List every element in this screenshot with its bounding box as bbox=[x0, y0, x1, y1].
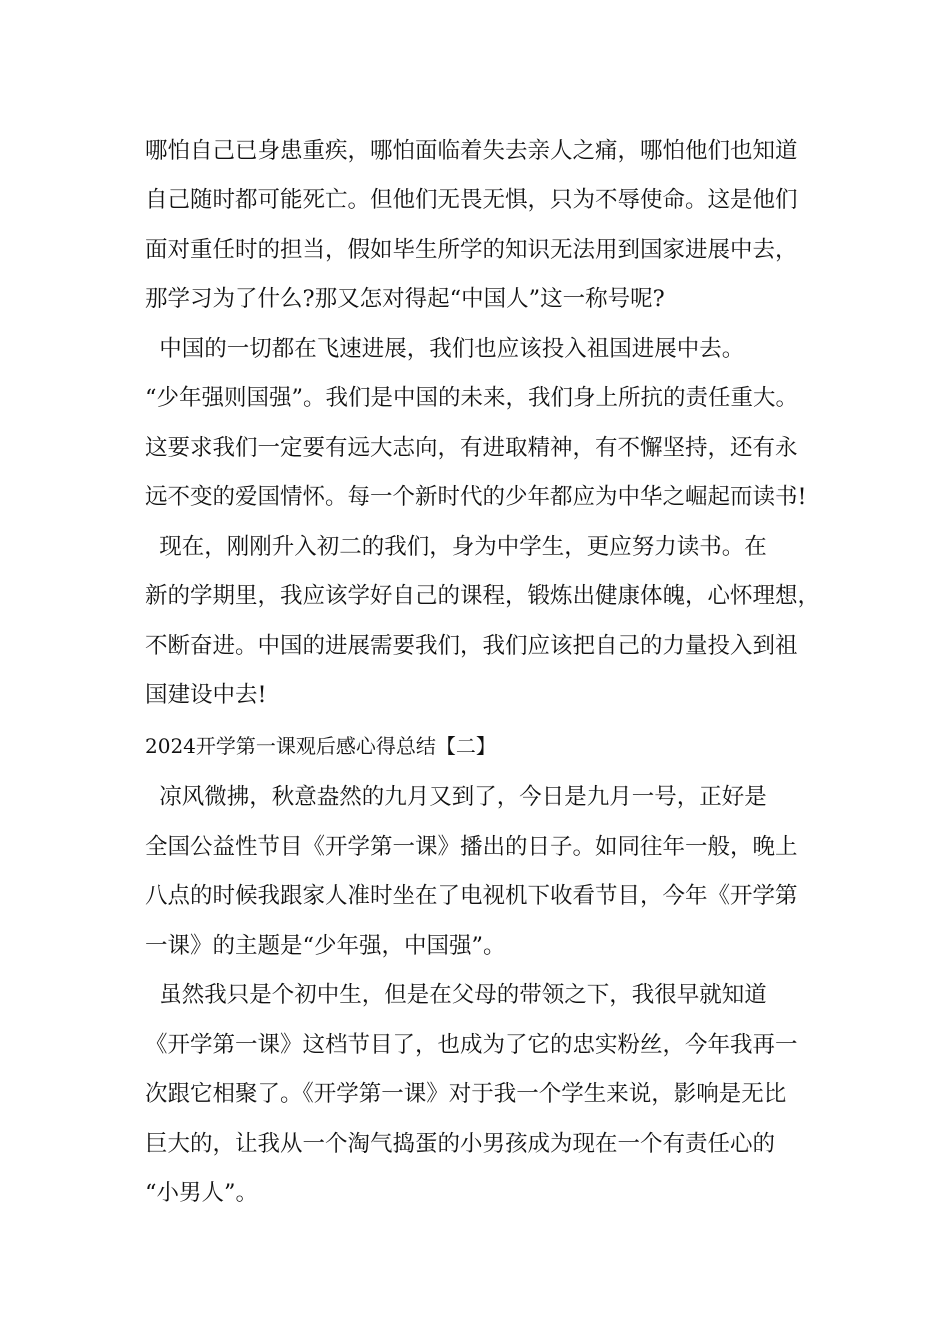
paragraph-5-line-5: “小男人”。 bbox=[145, 1180, 259, 1206]
paragraph-3-line-3: 不断奋进。中国的进展需要我们，我们应该把自己的力量投入到祖 bbox=[145, 633, 798, 659]
paragraph-2-line-3: 这要求我们一定要有远大志向，有进取精神，有不懈坚持，还有永 bbox=[145, 435, 798, 461]
paragraph-3-line-4: 国建设中去! bbox=[145, 682, 267, 708]
paragraph-1-line-4: 那学习为了什么?那又怎对得起“中国人”这一称号呢? bbox=[145, 286, 665, 312]
paragraph-4-line-3: 八点的时候我跟家人准时坐在了电视机下收看节目，今年《开学第 bbox=[145, 883, 798, 909]
paragraph-5-line-1: 虽然我只是个初中生，但是在父母的带领之下，我很早就知道 bbox=[145, 982, 767, 1008]
paragraph-2-line-2: “少年强则国强”。我们是中国的未来，我们身上所抗的责任重大。 bbox=[145, 385, 799, 411]
paragraph-2-line-4: 远不变的爱国情怀。每一个新时代的少年都应为中华之崛起而读书! bbox=[145, 484, 807, 510]
paragraph-1-line-2: 自己随时都可能死亡。但他们无畏无惧，只为不辱使命。这是他们 bbox=[145, 187, 798, 213]
paragraph-5-line-4: 巨大的，让我从一个淘气捣蛋的小男孩成为现在一个有责任心的 bbox=[145, 1131, 776, 1157]
section-heading: 2024开学第一课观后感心得总结【二】 bbox=[145, 734, 496, 758]
paragraph-5-line-2: 《开学第一课》这档节目了，也成为了它的忠实粉丝，今年我再一 bbox=[145, 1032, 798, 1058]
paragraph-4-line-2: 全国公益性节目《开学第一课》播出的日子。如同往年一般，晚上 bbox=[145, 834, 798, 860]
paragraph-1-line-1: 哪怕自己已身患重疾，哪怕面临着失去亲人之痛，哪怕他们也知道 bbox=[145, 138, 798, 164]
paragraph-3-line-1: 现在，刚刚升入初二的我们，身为中学生，更应努力读书。在 bbox=[145, 534, 767, 560]
paragraph-3-line-2: 新的学期里，我应该学好自己的课程，锻炼出健康体魄，心怀理想， bbox=[145, 583, 821, 609]
paragraph-4-line-1: 凉风微拂，秋意盎然的九月又到了，今日是九月一号，正好是 bbox=[145, 784, 767, 810]
paragraph-2-line-1: 中国的一切都在飞速进展，我们也应该投入祖国进展中去。 bbox=[145, 336, 745, 362]
paragraph-1-line-3: 面对重任时的担当，假如毕生所学的知识无法用到国家进展中去， bbox=[145, 237, 798, 263]
paragraph-5-line-3: 次跟它相聚了。《开学第一课》对于我一个学生来说，影响是无比 bbox=[145, 1081, 787, 1107]
paragraph-4-line-4: 一课》的主题是“少年强，中国强”。 bbox=[145, 933, 506, 959]
